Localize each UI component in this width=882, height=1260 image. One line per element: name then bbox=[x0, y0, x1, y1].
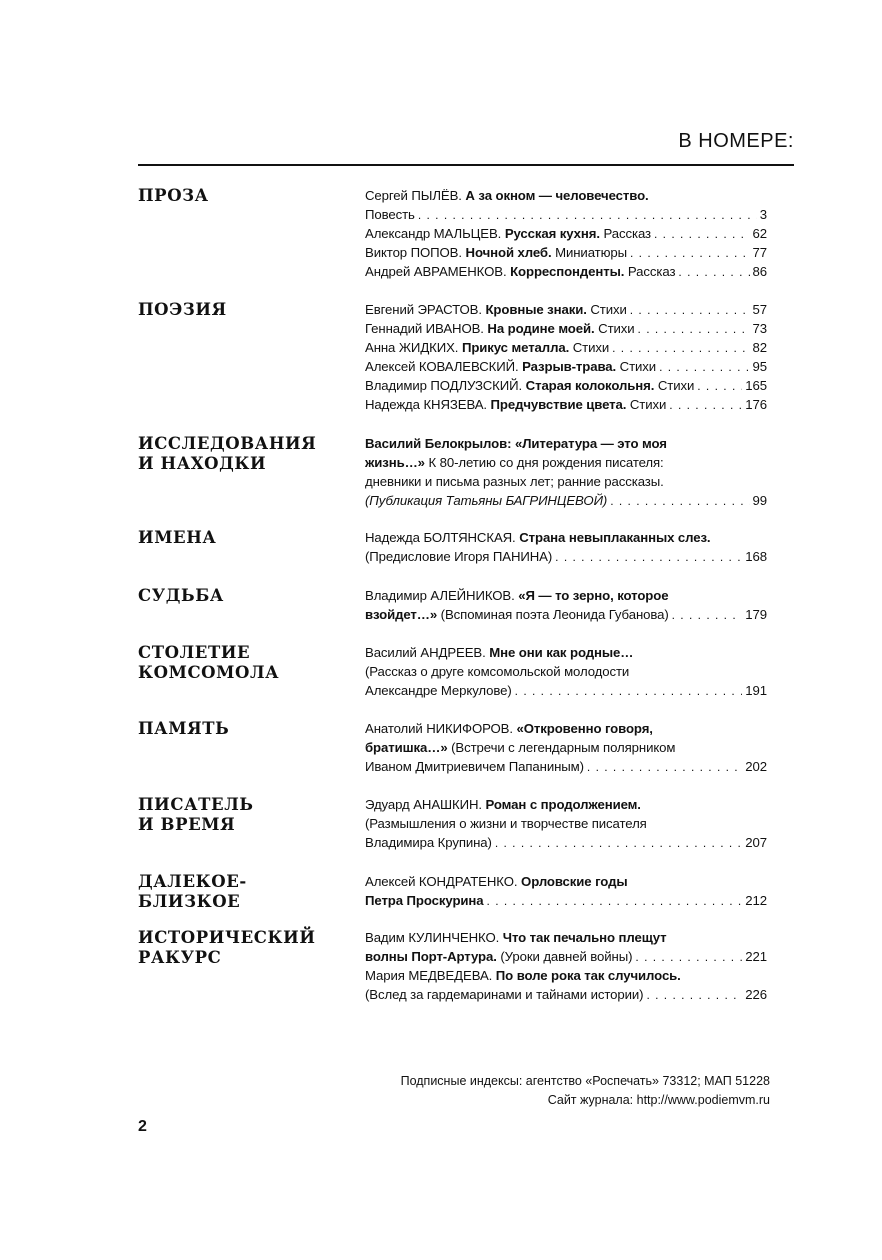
section-entries bbox=[365, 643, 767, 700]
page-ref: 77 bbox=[752, 245, 767, 260]
entry-line bbox=[365, 643, 767, 662]
page-ref: 202 bbox=[745, 759, 767, 774]
entry-text: Надежда БОЛТЯНСКАЯ. bbox=[365, 530, 520, 545]
entry-text: (Предисловие Игоря ПАНИНА) bbox=[365, 549, 553, 564]
entry-text: Сергей ПЫЛЁВ. bbox=[365, 188, 466, 203]
entry-text: Рассказ bbox=[599, 226, 651, 241]
entry-text: Александр МАЛЬЦЕВ. bbox=[365, 226, 505, 241]
entry-text: Владимира Крупина) bbox=[365, 835, 492, 850]
entry-text: (Размышления о жизни и творчестве писателя bbox=[365, 816, 647, 831]
page-ref: 99 bbox=[752, 493, 767, 508]
dot-leader bbox=[515, 682, 743, 700]
dot-leader bbox=[630, 244, 750, 262]
section-entries bbox=[365, 928, 767, 1004]
entry-text: Старая колокольня. bbox=[525, 378, 655, 393]
entry-text: Роман с продолжением. bbox=[485, 797, 641, 812]
entry-text: Вадим КУЛИНЧЕНКО. bbox=[365, 930, 503, 945]
entry-line bbox=[365, 662, 767, 681]
page-ref: 165 bbox=[745, 378, 767, 393]
entry-lead-text bbox=[365, 757, 584, 776]
page-ref: 176 bbox=[745, 397, 767, 412]
entry-text: (Вспоминая поэта Леонида Губанова) bbox=[437, 607, 669, 622]
entry-line-with-page bbox=[365, 605, 767, 624]
entry-line bbox=[365, 472, 767, 491]
entry-line bbox=[365, 719, 767, 738]
entry-text: Разрыв-трава. bbox=[522, 359, 617, 374]
dot-leader bbox=[646, 986, 742, 1004]
entry-lead-text bbox=[365, 300, 627, 319]
section-title: ПАМЯТЬ bbox=[138, 719, 230, 738]
entry-text: Геннадий ИВАНОВ. bbox=[365, 321, 488, 336]
entry-line bbox=[365, 528, 767, 547]
entry-line bbox=[365, 434, 767, 453]
section-entries bbox=[365, 586, 767, 624]
entry-lead-text bbox=[365, 833, 492, 852]
entry-text: Андрей АВРАМЕНКОВ. bbox=[365, 264, 511, 279]
entry-lead-text bbox=[365, 262, 675, 281]
entry-line bbox=[365, 966, 767, 985]
page-ref: 191 bbox=[745, 683, 767, 698]
entry-line-with-page bbox=[365, 891, 767, 910]
section-entries bbox=[365, 719, 767, 776]
dot-leader bbox=[487, 892, 743, 910]
page-ref: 82 bbox=[752, 340, 767, 355]
entry-lead-text bbox=[365, 205, 415, 224]
entry-text: Евгений ЭРАСТОВ. bbox=[365, 302, 486, 317]
section-title: ИСТОРИЧЕСКИЙ РАКУРС bbox=[138, 928, 316, 967]
entry-lead-text bbox=[365, 605, 669, 624]
entry-line-with-page bbox=[365, 300, 767, 319]
entry-text: Кровные знаки. bbox=[485, 302, 587, 317]
entry-text: Прикус металла. bbox=[461, 340, 570, 355]
entry-lead-text bbox=[365, 376, 694, 395]
entry-text: Анна ЖИДКИХ. bbox=[365, 340, 462, 355]
entry-text: (Рассказ о друге комсомольской молодости bbox=[365, 664, 630, 679]
entry-line-with-page bbox=[365, 947, 767, 966]
entry-text: Страна невыплаканных слез. bbox=[519, 530, 711, 545]
entry-text: Стихи bbox=[616, 359, 657, 374]
section-title: ПОЭЗИЯ bbox=[138, 300, 227, 319]
page-ref: 168 bbox=[745, 549, 767, 564]
entry-text: Предчувствие цвета. bbox=[490, 397, 627, 412]
entry-text: К 80-летию со дня рождения писателя: bbox=[424, 455, 664, 470]
entry-text: Анатолий НИКИФОРОВ. bbox=[365, 721, 517, 736]
entry-text: На родине моей. bbox=[487, 321, 595, 336]
entry-lead-text bbox=[365, 357, 656, 376]
entry-line bbox=[365, 738, 767, 757]
entry-text: Мне они как родные… bbox=[489, 645, 634, 660]
entry-text: Корреспонденты. bbox=[510, 264, 625, 279]
page-ref: 207 bbox=[745, 835, 767, 850]
entry-text: Алексей КОВАЛЕВСКИЙ. bbox=[365, 359, 523, 374]
entry-text: (Публикация Татьяны БАГРИНЦЕВОЙ) bbox=[365, 493, 608, 508]
dot-leader bbox=[659, 358, 749, 376]
entry-line-with-page bbox=[365, 338, 767, 357]
entry-line-with-page bbox=[365, 205, 767, 224]
entry-line-with-page bbox=[365, 262, 767, 281]
entry-text: Надежда КНЯЗЕВА. bbox=[365, 397, 491, 412]
entry-text: Эдуард АНАШКИН. bbox=[365, 797, 486, 812]
entry-text: Стихи bbox=[586, 302, 627, 317]
subscription-info: Подписные индексы: агентство «Роспечать» 73312; МАП 51228 bbox=[400, 1074, 770, 1088]
entry-line-with-page bbox=[365, 491, 767, 510]
entry-text: (Вслед за гардемаринами и тайнами истории) bbox=[365, 987, 644, 1002]
dot-leader bbox=[654, 225, 750, 243]
entry-line bbox=[365, 586, 767, 605]
entry-line-with-page bbox=[365, 985, 767, 1004]
entry-text: дневники и письма разных лет; ранние рассказы. bbox=[365, 474, 664, 489]
dot-leader bbox=[635, 948, 742, 966]
dot-leader bbox=[669, 396, 742, 414]
dot-leader bbox=[587, 758, 742, 776]
page-title: В НОМЕРЕ: bbox=[678, 130, 794, 152]
section-title: ИССЛЕДОВАНИЯ И НАХОДКИ bbox=[138, 434, 317, 473]
page-ref: 73 bbox=[752, 321, 767, 336]
entry-text: Миниатюры bbox=[551, 245, 627, 260]
entry-lead-text bbox=[365, 319, 635, 338]
page-ref: 212 bbox=[745, 893, 767, 908]
page-ref: 95 bbox=[752, 359, 767, 374]
entry-line-with-page bbox=[365, 357, 767, 376]
entry-line bbox=[365, 453, 767, 472]
entry-lead-text bbox=[365, 947, 632, 966]
entry-text: Василий АНДРЕЕВ. bbox=[365, 645, 490, 660]
entry-lead-text bbox=[365, 338, 609, 357]
entry-lead-text bbox=[365, 491, 607, 510]
entry-text: Стихи bbox=[594, 321, 635, 336]
section-title: СТОЛЕТИЕ КОМСОМОЛА bbox=[138, 643, 280, 682]
entry-text: Алексей КОНДРАТЕНКО. bbox=[365, 874, 522, 889]
dot-leader bbox=[672, 606, 743, 624]
entry-text: жизнь…» bbox=[365, 455, 425, 470]
entry-line bbox=[365, 872, 767, 891]
section-entries bbox=[365, 528, 767, 566]
entry-text: волны Порт-Артура. bbox=[365, 949, 497, 964]
entry-lead-text bbox=[365, 681, 512, 700]
section-entries bbox=[365, 872, 767, 910]
section-title: СУДЬБА bbox=[138, 586, 224, 605]
entry-line-with-page bbox=[365, 243, 767, 262]
entry-lead-text bbox=[365, 985, 643, 1004]
dot-leader bbox=[555, 548, 742, 566]
page-ref: 3 bbox=[759, 207, 767, 222]
page-number: 2 bbox=[138, 1118, 147, 1135]
dot-leader bbox=[638, 320, 750, 338]
entry-text: Виктор ПОПОВ. bbox=[365, 245, 466, 260]
entry-lead-text bbox=[365, 224, 651, 243]
entry-text: «Я — то зерно, которое bbox=[518, 588, 669, 603]
dot-leader bbox=[697, 377, 742, 395]
entry-text: Стихи bbox=[654, 378, 695, 393]
page-ref: 62 bbox=[752, 226, 767, 241]
entry-text: братишка…» bbox=[365, 740, 448, 755]
section-entries bbox=[365, 300, 767, 414]
entry-lead-text bbox=[365, 891, 484, 910]
section-entries bbox=[365, 795, 767, 852]
entry-text: «Откровенно говоря, bbox=[516, 721, 653, 736]
entry-lead-text bbox=[365, 547, 552, 566]
entry-lead-text bbox=[365, 395, 666, 414]
dot-leader bbox=[495, 834, 742, 852]
entry-text: Орловские годы bbox=[521, 874, 628, 889]
section-entries bbox=[365, 434, 767, 510]
dot-leader bbox=[610, 492, 749, 510]
entry-text: Василий Белокрылов: «Литература — это моя bbox=[365, 436, 667, 451]
page-ref: 226 bbox=[745, 987, 767, 1002]
entry-line bbox=[365, 186, 767, 205]
entry-text: Повесть bbox=[365, 207, 415, 222]
entry-text: (Встречи с легендарным полярником bbox=[447, 740, 676, 755]
entry-line-with-page bbox=[365, 547, 767, 566]
page-ref: 57 bbox=[752, 302, 767, 317]
entry-line-with-page bbox=[365, 224, 767, 243]
entry-text: Рассказ bbox=[624, 264, 676, 279]
section-title: ПРОЗА bbox=[138, 186, 209, 205]
entry-lead-text bbox=[365, 243, 627, 262]
entry-line-with-page bbox=[365, 757, 767, 776]
entry-line-with-page bbox=[365, 681, 767, 700]
entry-text: Петра Проскурина bbox=[365, 893, 484, 908]
dot-leader bbox=[418, 206, 757, 224]
entry-text: взойдет…» bbox=[365, 607, 438, 622]
section-entries bbox=[365, 186, 767, 281]
section-title: ИМЕНА bbox=[138, 528, 217, 547]
entry-line bbox=[365, 795, 767, 814]
entry-text: Мария МЕДВЕДЕВА. bbox=[365, 968, 496, 983]
entry-line-with-page bbox=[365, 376, 767, 395]
entry-line-with-page bbox=[365, 395, 767, 414]
section-title: ДАЛЕКОЕ- БЛИЗКОЕ bbox=[138, 872, 247, 911]
dot-leader bbox=[630, 301, 750, 319]
footer bbox=[401, 1072, 770, 1110]
entry-text: Александре Меркулове) bbox=[365, 683, 512, 698]
entry-text: А за окном — человечество. bbox=[465, 188, 649, 203]
dot-leader bbox=[612, 339, 749, 357]
dot-leader bbox=[678, 263, 749, 281]
entry-text: Владимир АЛЕЙНИКОВ. bbox=[365, 588, 519, 603]
page-header bbox=[138, 128, 794, 166]
entry-text: Стихи bbox=[626, 397, 667, 412]
entry-text: По воле рока так случилось. bbox=[495, 968, 681, 983]
entry-text: Русская кухня. bbox=[504, 226, 600, 241]
page-ref: 221 bbox=[745, 949, 767, 964]
entry-text: Иваном Дмитриевичем Папаниным) bbox=[365, 759, 584, 774]
page-ref: 179 bbox=[745, 607, 767, 622]
entry-text: Стихи bbox=[569, 340, 610, 355]
page-ref: 86 bbox=[752, 264, 767, 279]
entry-line-with-page bbox=[365, 319, 767, 338]
entry-text: Владимир ПОДЛУЗСКИЙ. bbox=[365, 378, 526, 393]
entry-line bbox=[365, 814, 767, 833]
entry-text: Что так печально плещут bbox=[502, 930, 667, 945]
entry-line bbox=[365, 928, 767, 947]
entry-text: Ночной хлеб. bbox=[465, 245, 552, 260]
entry-line-with-page bbox=[365, 833, 767, 852]
section-title: ПИСАТЕЛЬ И ВРЕМЯ bbox=[138, 795, 254, 834]
site-info: Сайт журнала: http://www.podiemvm.ru bbox=[547, 1093, 770, 1107]
entry-text: (Уроки давней войны) bbox=[496, 949, 633, 964]
